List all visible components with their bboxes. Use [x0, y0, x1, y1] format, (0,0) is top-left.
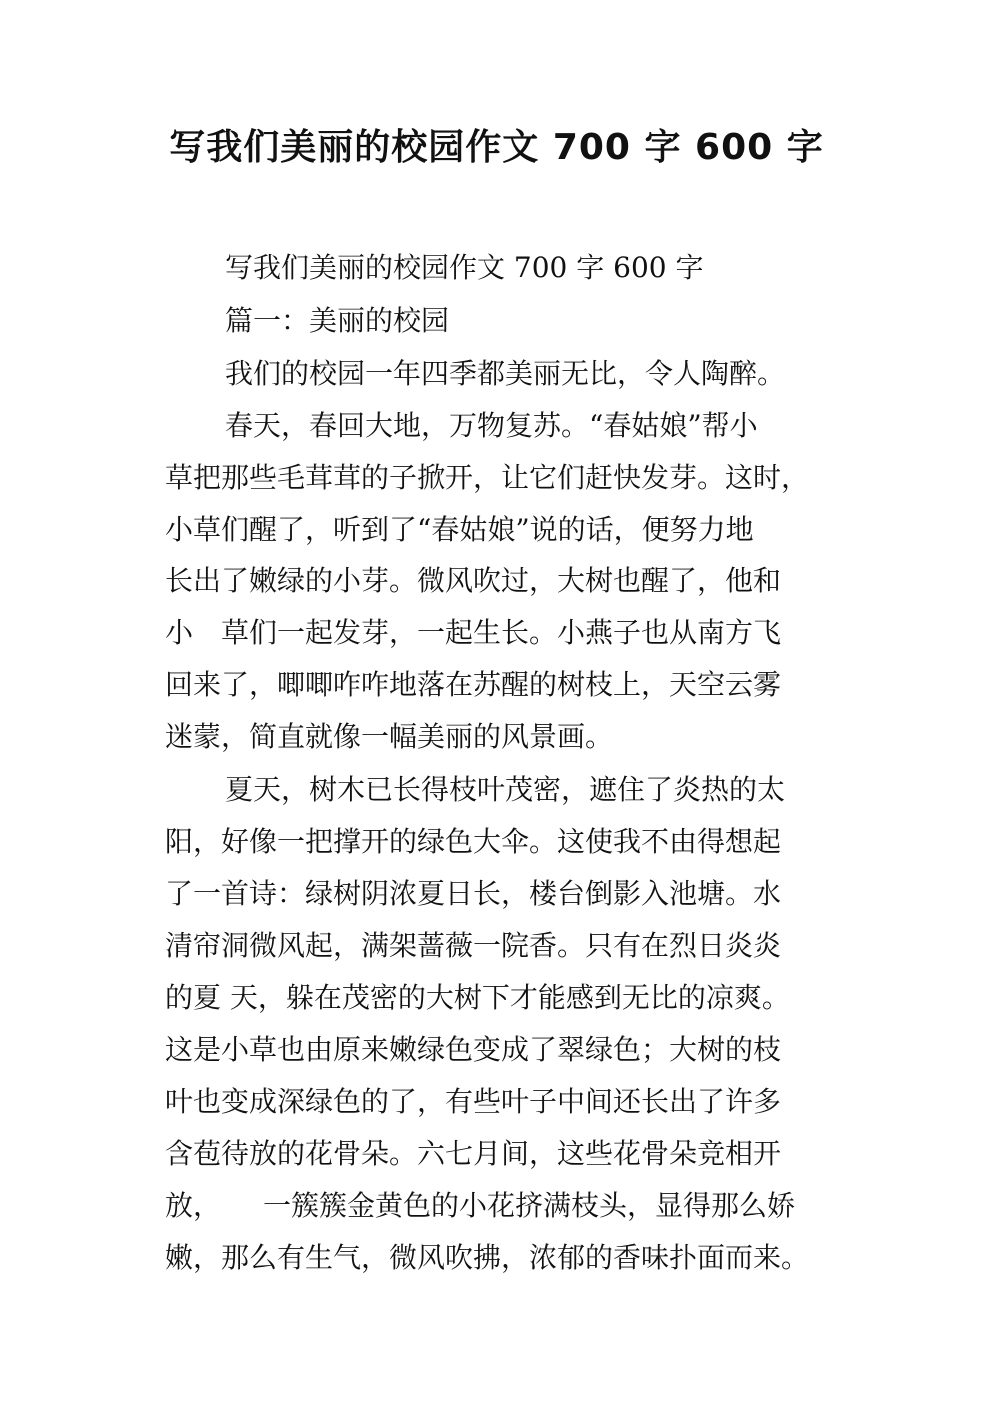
body-line: 长出了嫩绿的小芽。微风吹过，大树也醒了，他和 [165, 564, 782, 597]
body-line: 含苞待放的花骨朵。六七月间，这些花骨朵竞相开 [165, 1137, 782, 1170]
body-line: 清帘洞微风起，满架蔷薇一院香。只有在烈日炎炎 [165, 929, 782, 962]
body-line: 草把那些毛茸茸的子掀开，让它们赶快发芽。这时， [165, 461, 810, 494]
body-line: 这是小草也由原来嫩绿色变成了翠绿色；大树的枝 [165, 1033, 782, 1066]
body-line: 嫩，那么有生气，微风吹拂，浓郁的香味扑面而来。 [165, 1241, 810, 1274]
page-title: 写我们美丽的校园作文 700 字 600 字 [169, 127, 824, 168]
body-line: 春天，春回大地，万物复苏。“春姑娘”帮小 [225, 409, 758, 442]
body-line: 回来了，唧唧咋咋地落在苏醒的树枝上，天空云雾 [165, 668, 782, 701]
body-line: 我们的校园一年四季都美丽无比，令人陶醉。 [225, 357, 786, 390]
body-line: 迷蒙，简直就像一幅美丽的风景画。 [165, 720, 614, 753]
body-line: 篇一：美丽的校园 [225, 304, 450, 337]
body-line: 了一首诗：绿树阴浓夏日长，楼台倒影入池塘。水 [165, 877, 782, 910]
body-line: 小 草们一起发芽，一起生长。小燕子也从南方飞 [165, 616, 782, 649]
body-line: 叶也变成深绿色的了，有些叶子中间还长出了许多 [165, 1085, 782, 1118]
body-line: 阳，好像一把撑开的绿色大伞。这使我不由得想起 [165, 825, 782, 858]
body-line: 夏天，树木已长得枝叶茂密，遮住了炎热的太 [225, 773, 786, 806]
body-line: 的夏 天，躲在茂密的大树下才能感到无比的凉爽。 [165, 981, 790, 1014]
body-line: 小草们醒了，听到了“春姑娘”说的话，便努力地 [165, 513, 754, 546]
body-line: 放， 一簇簇金黄色的小花挤满枝头，显得那么娇 [165, 1189, 796, 1222]
body-line: 写我们美丽的校园作文 700 字 600 字 [225, 251, 704, 284]
